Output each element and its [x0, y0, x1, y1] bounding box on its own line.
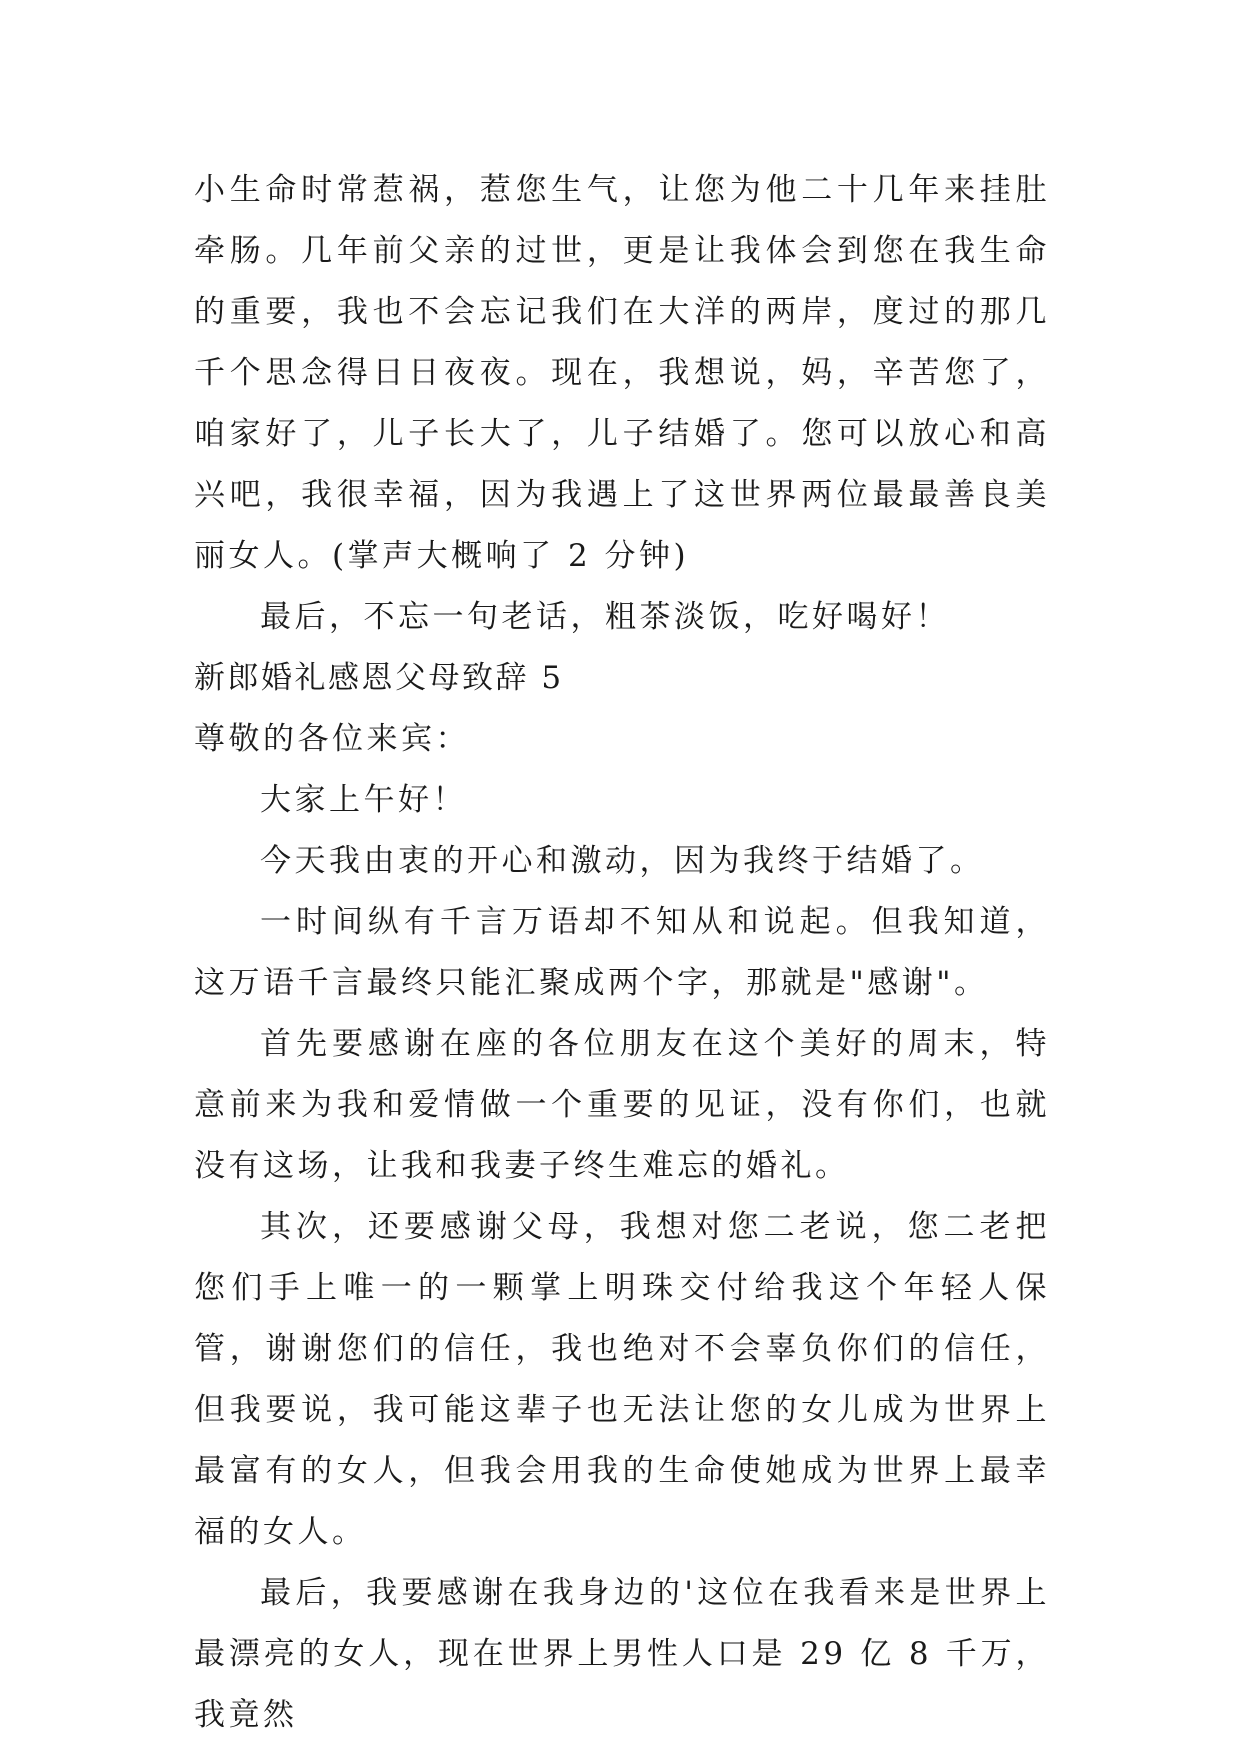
paragraph-salutation: 尊敬的各位来宾：	[194, 721, 470, 757]
paragraph-thank-parents: 其次，还要感谢父母，我想对您二老说，您二老把您们手上唯一的一颗掌上明珠交付给我这个年轻人保管，谢谢您们的信任，我也绝对不会辜负你们的信任，但我要说，我可能这辈子也无法让您的女儿成为世界上最富有的女人，但我会用我的生命使她成为世界上最幸福的女人。	[194, 1209, 1050, 1550]
paragraph-greeting: 大家上午好！	[260, 782, 467, 818]
paragraph-mother-thanks: 小生命时常惹祸，惹您生气，让您为他二十几年来挂肚牵肠。几年前父亲的过世，更是让我体会到您在我生命的重要，我也不会忘记我们在大洋的两岸，度过的那几千个思念得日日夜夜。现在，我想说，妈，辛苦您了，咱家好了，儿子长大了，儿子结婚了。您可以放心和高兴吧，我很幸福，因为我遇上了这世界两位最最善良美丽女人。(掌声大概响了 2 分钟)	[194, 172, 1050, 574]
paragraph-thank-wife: 最后，我要感谢在我身边的'这位在我看来是世界上最漂亮的女人，现在世界上男性人口是 29 亿 8 千万，我竟然	[194, 1575, 1050, 1733]
section-heading: 新郎婚礼感恩父母致辞 5	[194, 660, 564, 696]
paragraph-thank-friends: 首先要感谢在座的各位朋友在这个美好的周末，特意前来为我和爱情做一个重要的见证，没有你们，也就没有这场，让我和我妻子终生难忘的婚礼。	[194, 1026, 1050, 1184]
paragraph-gratitude: 一时间纵有千言万语却不知从和说起。但我知道，这万语千言最终只能汇聚成两个字，那就是"感谢"。	[194, 904, 1050, 1001]
paragraph-happiness: 今天我由衷的开心和激动，因为我终于结婚了。	[260, 843, 985, 879]
paragraph-closing-toast: 最后，不忘一句老话，粗茶淡饭，吃好喝好！	[260, 599, 950, 635]
document-body	[194, 160, 1050, 1746]
